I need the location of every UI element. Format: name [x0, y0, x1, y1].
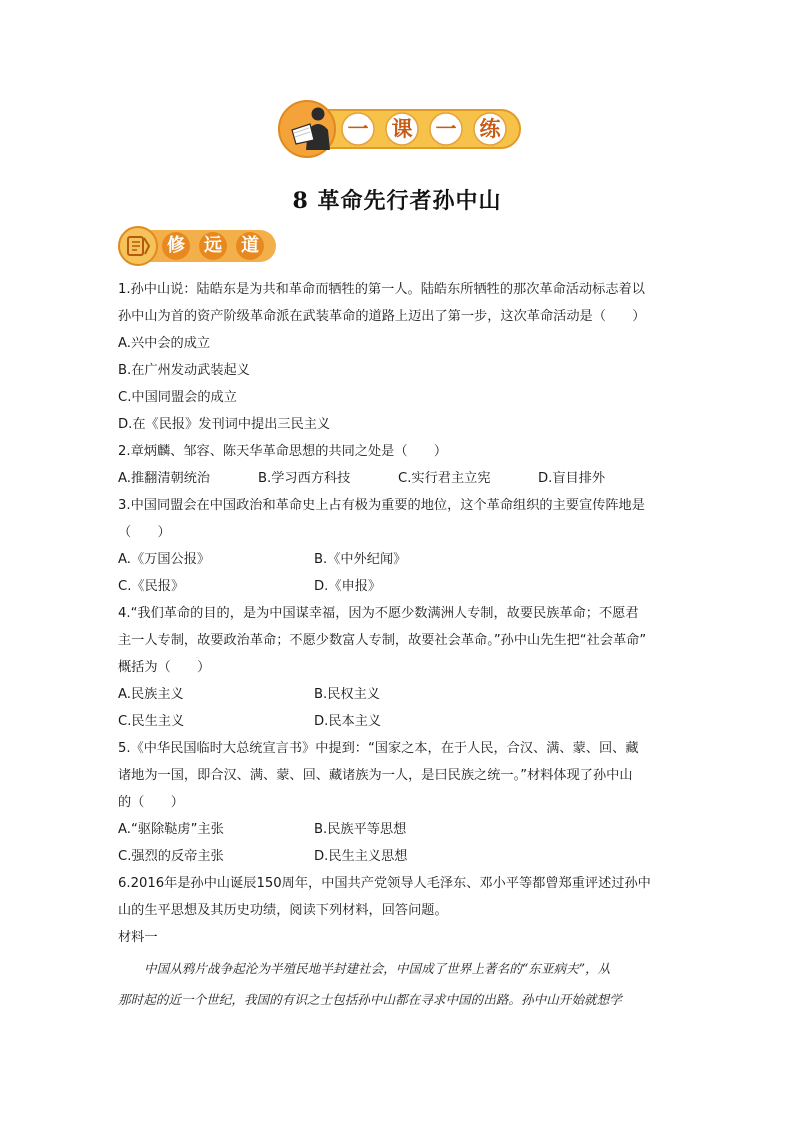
- question-3-option-a[interactable]: A.《万国公报》: [118, 552, 211, 567]
- question-1-stem: 1.孙中山说：陆皓东是为共和革命而牺牲的第一人。陆皓东所牺牲的那次革命活动标志着以: [118, 282, 645, 297]
- banner-char: 一: [435, 116, 457, 141]
- question-1-option-d[interactable]: D.在《民报》发刊词中提出三民主义: [118, 417, 331, 432]
- question-2-option-b[interactable]: B.学习西方科技: [258, 471, 351, 486]
- material-label: 材料一: [118, 930, 158, 945]
- question-2-stem: 2.章炳麟、邹容、陈天华革命思想的共同之处是（ ）: [118, 444, 448, 459]
- question-4-option-a[interactable]: A.民族主义: [118, 687, 184, 702]
- question-3-option-d[interactable]: D.《申报》: [314, 579, 382, 594]
- question-2-options: [118, 465, 686, 492]
- section-badge: [118, 226, 278, 266]
- question-3-options-row2: [118, 573, 686, 600]
- badge-char: 道: [241, 235, 259, 256]
- question-1-option-b[interactable]: B.在广州发动武装起义: [118, 363, 250, 378]
- material-paragraph: [118, 953, 686, 1015]
- question-2-option-a[interactable]: A.推翻清朝统治: [118, 471, 211, 486]
- question-6-stem: 6.2016年是孙中山诞辰150周年，中国共产党领导人毛泽东、邓小平等都曾郑重评述过孙中: [118, 876, 651, 891]
- question-1-stem-cont: 孙中山为首的资产阶级革命派在武装革命的道路上迈出了第一步，这次革命活动是（ ）: [118, 309, 646, 324]
- banner-char: 一: [347, 116, 369, 141]
- question-3-options-row1: [118, 546, 686, 573]
- question-3-option-b[interactable]: B.《中外纪闻》: [314, 552, 407, 567]
- question-4-option-b[interactable]: B.民权主义: [314, 687, 380, 702]
- question-1-option-c[interactable]: C.中国同盟会的成立: [118, 390, 237, 405]
- question-3-stem: 3.中国同盟会在中国政治和革命史上占有极为重要的地位，这个革命组织的主要宣传阵地是: [118, 498, 645, 513]
- question-4-stem-end: 概括为（ ）: [118, 660, 211, 675]
- badge-char: 远: [204, 235, 222, 256]
- material-line: 中国从鸦片战争起沦为半殖民地半封建社会，中国成了世界上著名的“东亚病夫”，从: [144, 961, 611, 976]
- material-line: 那时起的近一个世纪，我国的有识之士包括孙中山都在寻求中国的出路。孙中山开始就想学: [118, 992, 622, 1007]
- question-3-option-c[interactable]: C.《民报》: [118, 579, 185, 594]
- question-5-stem-end: 的（ ）: [118, 795, 184, 810]
- question-3-stem-cont: （ ）: [118, 525, 171, 540]
- badge-char: 修: [167, 235, 185, 256]
- question-4-options-row1: [118, 681, 686, 708]
- banner-char: 练: [479, 116, 501, 141]
- question-6-stem-cont: 山的生平思想及其历史功绩，阅读下列材料，回答问题。: [118, 903, 448, 918]
- question-4-option-c[interactable]: C.民生主义: [118, 714, 185, 729]
- question-5-option-a[interactable]: A.“驱除鞑虏”主张: [118, 822, 224, 837]
- lesson-title: 8 革命先行者孙中山: [292, 188, 502, 214]
- question-2-option-d[interactable]: D.盲目排外: [538, 471, 606, 486]
- question-4-option-d[interactable]: D.民本主义: [314, 714, 382, 729]
- question-list: [118, 276, 686, 1015]
- lesson-banner: [278, 100, 522, 158]
- question-5-stem: 5.《中华民国临时大总统宣言书》中提到：“国家之本，在于人民，合汉、满、蒙、回、藏: [118, 741, 639, 756]
- question-1-option-a[interactable]: A.兴中会的成立: [118, 336, 211, 351]
- question-4-stem-cont: 主一人专制，故要政治革命；不愿少数富人专制，故要社会革命。”孙中山先生把“社会革命”: [118, 633, 647, 648]
- question-5-options-row1: [118, 816, 686, 843]
- question-2-option-c[interactable]: C.实行君主立宪: [398, 471, 491, 486]
- banner-char: 课: [391, 116, 413, 141]
- question-5-options-row2: [118, 843, 686, 870]
- question-4-stem: 4.“我们革命的目的，是为中国谋幸福，因为不愿少数满洲人专制，故要民族革命；不愿君: [118, 606, 639, 621]
- question-5-option-d[interactable]: D.民生主义思想: [314, 849, 408, 864]
- question-5-option-c[interactable]: C.强烈的反帝主张: [118, 849, 224, 864]
- question-4-options-row2: [118, 708, 686, 735]
- question-5-stem-cont: 诸地为一国，即合汉、满、蒙、回、藏诸族为一人，是曰民族之统一。”材料体现了孙中山: [118, 768, 633, 783]
- question-5-option-b[interactable]: B.民族平等思想: [314, 822, 407, 837]
